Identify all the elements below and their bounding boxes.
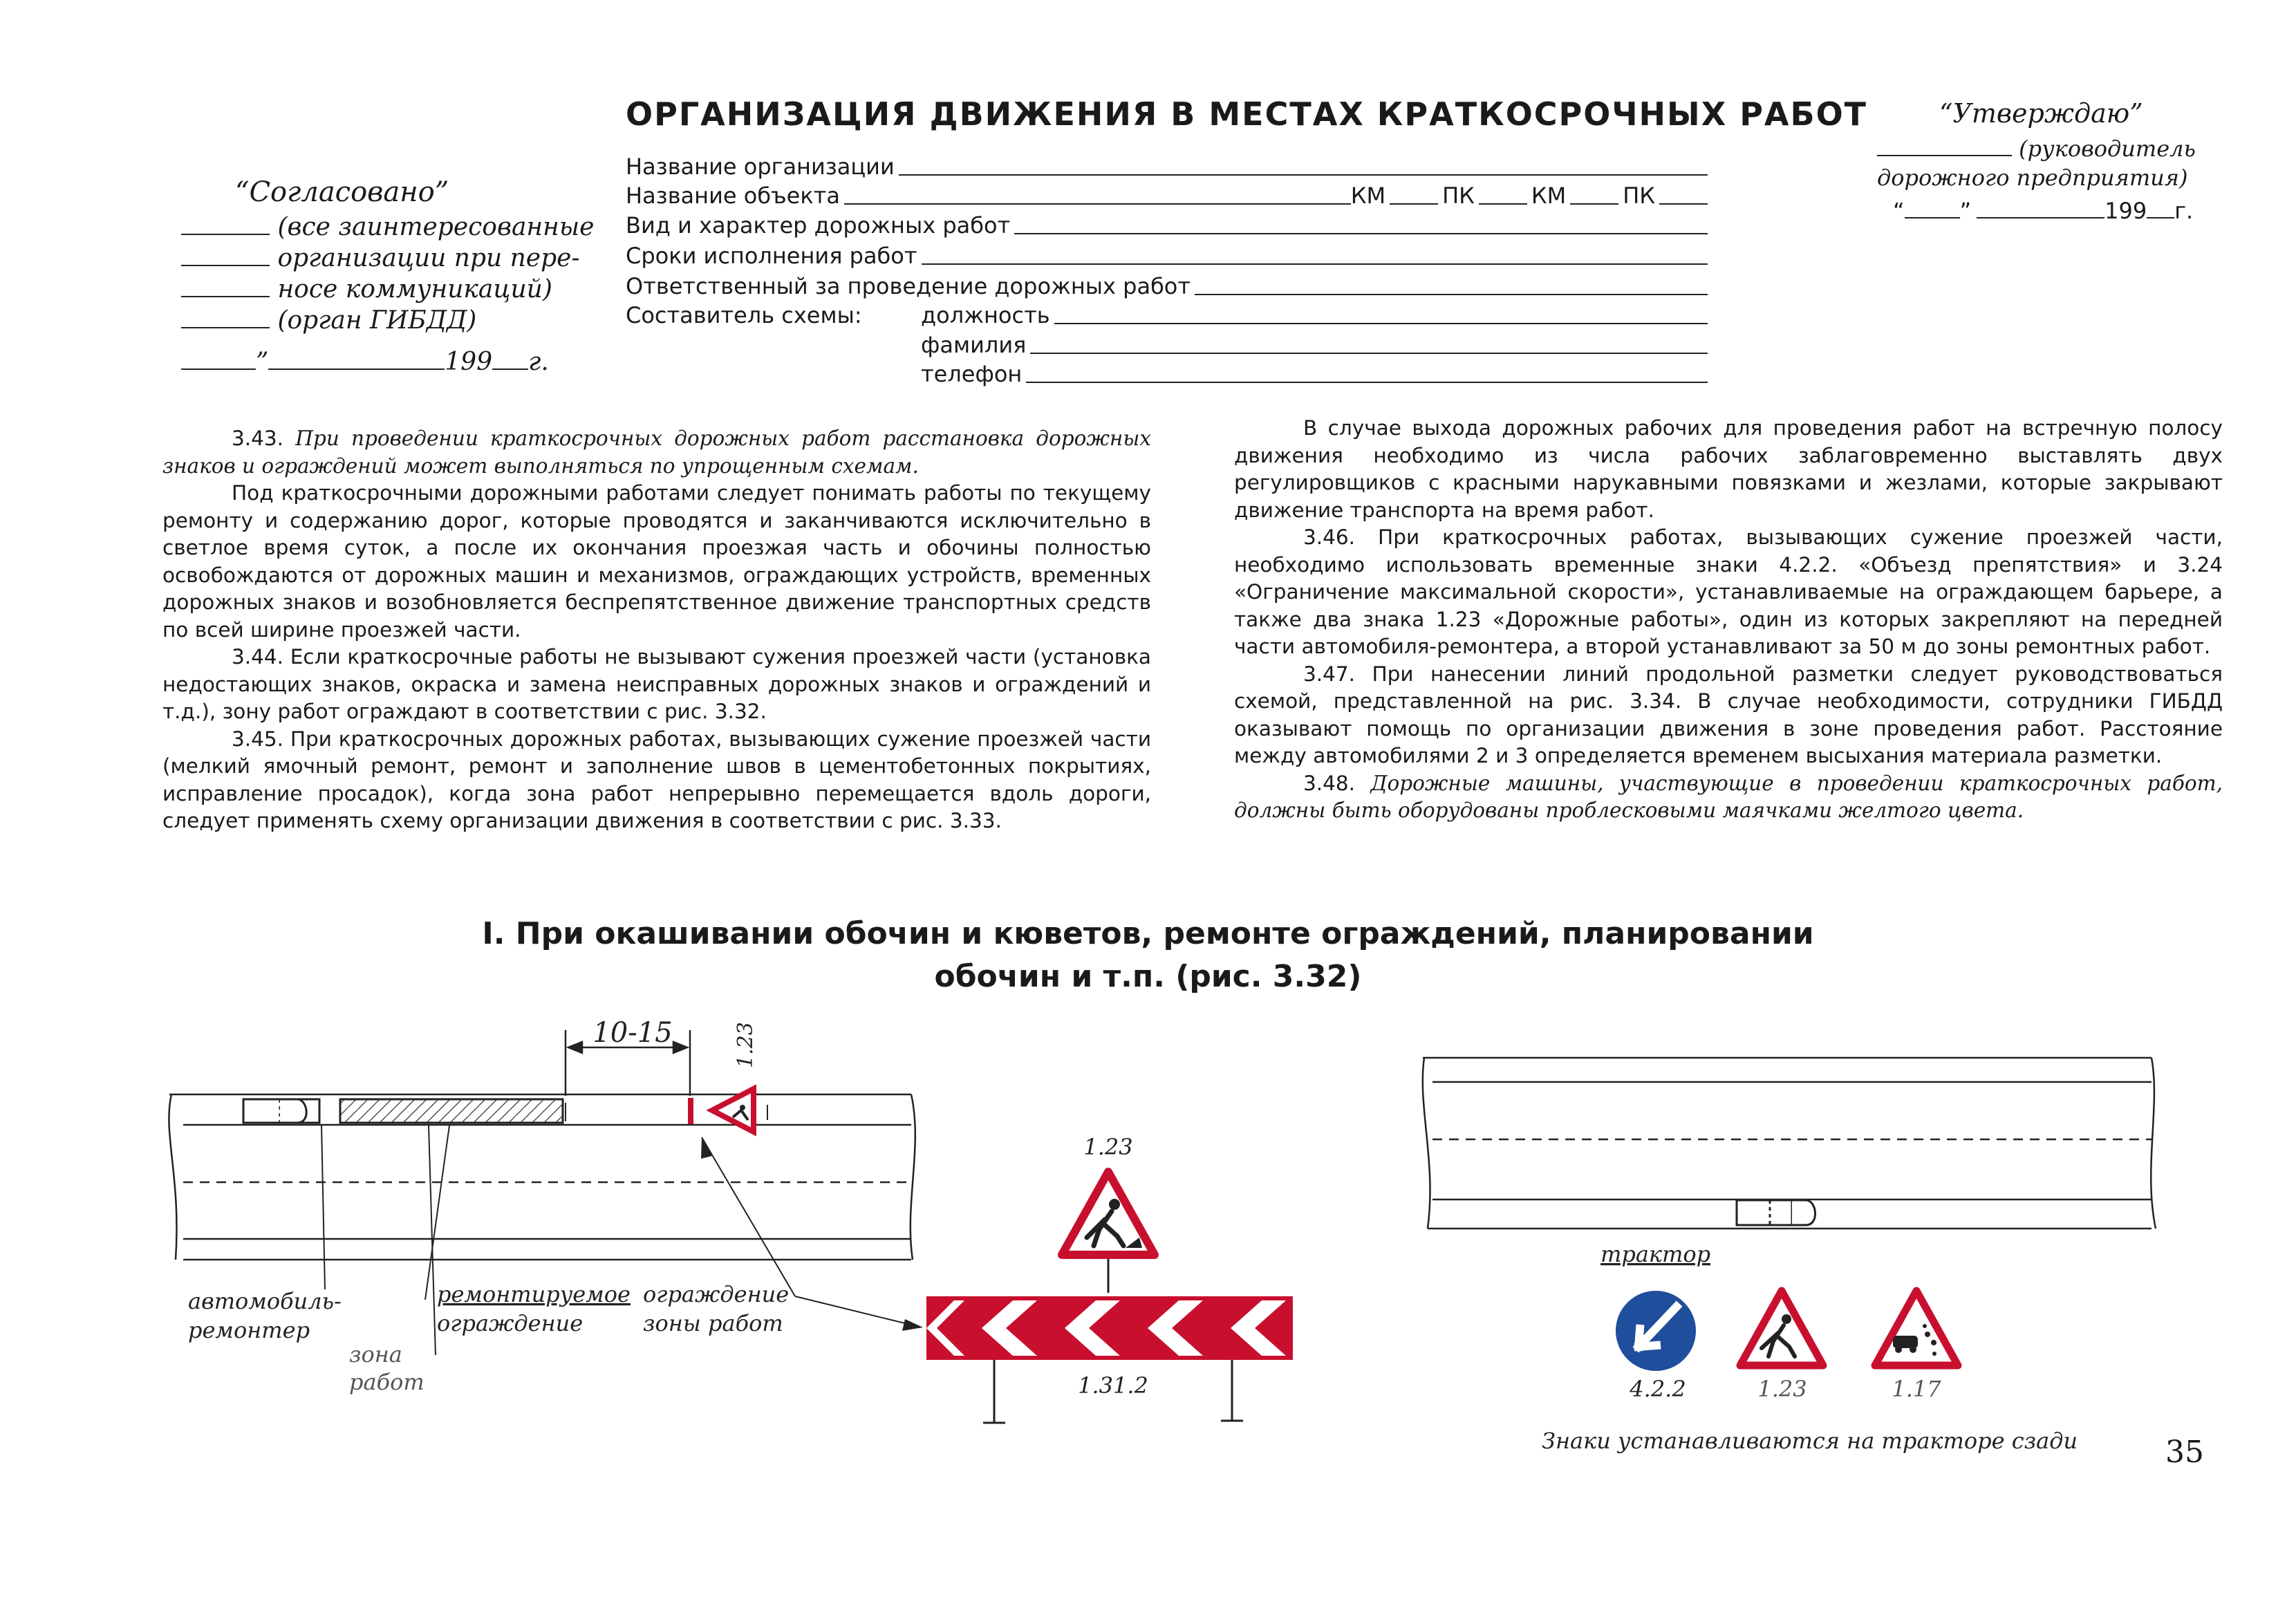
paragraph-3-46: 3.46. При краткосрочных работах, вызывающих сужение проезжей части, необходимо использовать временные знаки 4.2.2. «Объезд препятствия» и 3.24 «Ограничение максимальной скорости», устанавливаемые на ограждающем барьере, а также два знака 1.23 «Дорожные работы», один из которых закрепляют на передней части автомобиля-ремонтера, а второй устанавливают за 50 м до зоны ремонтных работ. xyxy=(1234,525,2223,658)
form-row-object: Название объекта КМ ПК КМ ПК xyxy=(626,181,1708,209)
sign-4-2-2 xyxy=(1616,1291,1696,1371)
paragraph-3-47: 3.47. При нанесении линий продольной разметки следует руководствоваться схемой, представленной на рис. 3.34. В случае необходимости, сотрудники ГИБДД оказывают помощь по организации движения в зоне проведения работ. Расстояние между автомобилями 2 и 3 определяется временем высыхания материала разметки. xyxy=(1234,662,2223,767)
sign-code-vertical: 1.23 xyxy=(734,1022,758,1068)
barrier-1-31-2 xyxy=(926,1296,1293,1423)
dimension-label: 10-15 xyxy=(592,1017,673,1049)
form-label-org: Название организации xyxy=(626,153,895,180)
form-row-surname: фамилия xyxy=(921,330,1708,358)
page-number: 35 xyxy=(2165,1435,2204,1470)
section-title-line-1: I. При окашивании обочин и кюветов, ремонте ограждений, планировании xyxy=(482,916,1814,951)
form-row-terms: Сроки исполнения работ xyxy=(626,241,1708,269)
form-row-position: Составитель схемы: должность xyxy=(626,301,1708,328)
barrier-code: 1.31.2 xyxy=(1078,1372,1148,1399)
tractor-signs-caption: Знаки устанавливаются на тракторе сзади xyxy=(1542,1428,2078,1454)
tractor xyxy=(1737,1200,1816,1225)
label-zone-fence-1: ограждение xyxy=(643,1281,790,1307)
label-tractor: трактор xyxy=(1600,1241,1711,1267)
repaired-fence xyxy=(340,1099,563,1123)
label-zone-fence-2: зоны работ xyxy=(643,1310,783,1336)
agree-line-2: организации при пере- xyxy=(181,244,580,272)
label-work-zone-1: зона xyxy=(349,1341,402,1367)
sign-1-23 xyxy=(1740,1291,1823,1365)
paragraph-oncoming-lane: В случае выхода дорожных рабочих для проведения работ на встречную полосу движения необходимо из числа рабочих заблаговременно выставлять двух регулировщиков с красными нарукавными повязками и жезлами, которые закрывают движение транспорта на время работ. xyxy=(1234,416,2223,522)
paragraph-short-works: Под краткосрочными дорожными работами следует понимать работы по текущему ремонту и содержанию дорог, которые проводятся и заканчиваются исключительно в светлое время суток, а после их окончания проезжая часть и обочины полностью освобождаются от дорожных машин и механизмов, ограждающих устройств, временных дорожных знаков и возобновляется беспрепятственное движение транспортных средств по всей ширине проезжей части. xyxy=(162,481,1151,642)
paragraph-3-43: 3.43. При проведении краткосрочных дорожных работ расстановка дорожных знаков и ограждений может выполняться по упрощенным схемам. xyxy=(162,427,1151,478)
approve-date-line: “ ” 199 г. xyxy=(1893,198,2194,224)
label-work-zone-2: работ xyxy=(349,1369,424,1395)
form-label-object: Название объекта xyxy=(626,183,840,209)
approve-role: (руководитель xyxy=(2019,136,2196,162)
label-repaired-fence-1: ремонтируемое xyxy=(437,1281,631,1307)
paragraph-3-44: 3.44. Если краткосрочные работы не вызывают сужения проезжей части (установка недостающих знаков, окраска и замена неисправных дорожных знаков и ограждений и т.д.), зону работ ограждают в соответствии с рис. 3.32. xyxy=(162,645,1151,723)
sign-1-23-code-tractor: 1.23 xyxy=(1757,1376,1807,1402)
repair-car xyxy=(243,1099,319,1123)
arrow-to-barrier xyxy=(902,1319,923,1331)
section-title-line-2: обочин и т.п. (рис. 3.32) xyxy=(934,959,1362,994)
road-works-sign xyxy=(1062,1172,1155,1293)
page-title: ОРГАНИЗАЦИЯ ДВИЖЕНИЯ В МЕСТАХ КРАТКОСРОЧНЫХ РАБОТ xyxy=(626,95,1868,133)
sign-4-2-2-code: 4.2.2 xyxy=(1630,1376,1686,1402)
form-row-responsible: Ответственный за проведение дорожных работ xyxy=(626,272,1708,299)
agree-line-3: носе коммуникаций) xyxy=(181,275,552,304)
sign-1-17-code: 1.17 xyxy=(1892,1376,1941,1402)
sign-1-23-code: 1.23 xyxy=(1083,1134,1133,1160)
agree-line-1: (все заинтересованные xyxy=(181,213,594,241)
label-repair-car-2: ремонтер xyxy=(188,1317,310,1343)
agree-date-line: ” 199 г. xyxy=(181,348,549,376)
form-row-phone: телефон xyxy=(921,360,1708,387)
leader-lines xyxy=(321,1126,916,1355)
approve-line-2: дорожного предприятия) xyxy=(1877,165,2188,191)
approve-title: “Утверждаю” xyxy=(1939,98,2143,129)
agree-title: “Согласовано” xyxy=(235,176,449,208)
arrow-to-sign xyxy=(701,1137,712,1159)
agree-line-4: (орган ГИБДД) xyxy=(181,306,476,335)
form-row-kind: Вид и характер дорожных работ xyxy=(626,211,1708,239)
label-repaired-fence-2: ограждение xyxy=(437,1310,584,1336)
paragraph-3-48: 3.48. Дорожные машины, участвующие в проведении краткосрочных работ, должны быть оборудованы проблесковыми маячками желтого цвета. xyxy=(1234,771,2223,822)
label-repair-car-1: автомобиль- xyxy=(188,1288,342,1314)
sign-1-17 xyxy=(1875,1291,1958,1365)
paragraph-3-45: 3.45. При краткосрочных дорожных работах, вызывающих сужение проезжей части (мелкий ямочный ремонт, ремонт и заполнение швов в цементобетонных покрытиях, исправление просадок), когда зона работ непрерывно перемещается вдоль дороги, следует применять схему организации движения в соответствии с рис. 3.33. xyxy=(162,727,1151,832)
